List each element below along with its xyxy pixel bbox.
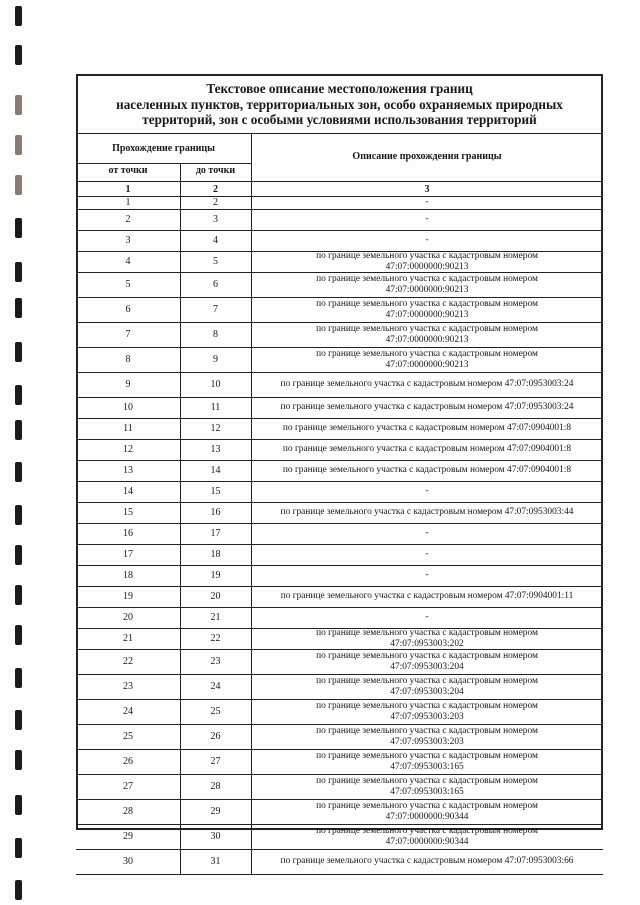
- description-cell: [251, 674, 603, 699]
- from-point-cell: 8: [125, 353, 131, 365]
- binding-hole: [15, 668, 22, 688]
- from-point-cell: 5: [125, 278, 131, 290]
- to-point-cell: 24: [210, 680, 221, 692]
- description-line: по границе земельного участка с кадастровым номером 47:07:0904001:8: [282, 444, 572, 454]
- to-point-cell: 5: [213, 255, 218, 267]
- binding-hole: [15, 135, 22, 155]
- binding-hole: [15, 6, 22, 26]
- to-point-cell: 31: [210, 855, 221, 867]
- to-point-cell: 28: [210, 780, 221, 792]
- from-point-cell: 26: [123, 755, 133, 767]
- header-passage: Прохождение границы: [112, 143, 215, 154]
- to-point-cell: 26: [210, 730, 221, 742]
- binding-hole: [15, 342, 22, 362]
- description-cell: [251, 649, 603, 674]
- description-line: по границе земельного участка с кадастровым номером: [316, 700, 538, 711]
- description-line: -: [425, 570, 429, 580]
- description-line: по границе земельного участка с кадастровым номером: [316, 825, 538, 836]
- description-line: -: [425, 549, 429, 559]
- to-point-cell: 27: [210, 755, 221, 767]
- description-cell: [251, 439, 603, 460]
- binding-hole: [15, 625, 22, 645]
- description-line: по границе земельного участка с кадастровым номером: [316, 675, 538, 686]
- from-point-cell: 7: [125, 328, 131, 340]
- description-line: 47:07:0953003:204: [390, 686, 464, 697]
- to-point-cell: 20: [210, 590, 221, 602]
- binding-hole: [15, 462, 22, 482]
- to-point-cell: 2: [213, 196, 218, 208]
- from-point-cell: 15: [123, 506, 133, 518]
- header-to: до точки: [195, 165, 236, 176]
- description-cell: [251, 297, 603, 322]
- from-point-cell: 21: [123, 632, 133, 644]
- description-line: 47:07:0953003:203: [390, 711, 464, 722]
- from-point-cell: 3: [125, 234, 131, 246]
- binding-hole: [15, 420, 22, 440]
- to-point-cell: 3: [213, 213, 218, 225]
- description-cell: [251, 272, 603, 297]
- description-cell: [251, 544, 603, 565]
- from-point-cell: 4: [125, 255, 131, 267]
- to-point-cell: 16: [210, 506, 221, 518]
- title-line-2: населенных пунктов, территориальных зон, особо охраняемых природных: [116, 96, 563, 112]
- from-point-cell: 28: [123, 805, 133, 817]
- from-point-cell: 10: [123, 401, 133, 413]
- description-line: 47:07:0953003:203: [390, 736, 464, 747]
- to-point-cell: 15: [210, 485, 221, 497]
- description-line: 47:07:0953003:204: [390, 661, 464, 672]
- binding-hole: [15, 710, 22, 730]
- description-line: -: [425, 528, 429, 538]
- description-line: 47:07:0000000:90344: [385, 811, 469, 822]
- column-number-2: 2: [213, 184, 218, 195]
- header-divider: [76, 181, 603, 182]
- description-line: по границе земельного участка с кадастровым номером 47:07:0953003:66: [280, 856, 574, 866]
- from-point-cell: 11: [123, 422, 133, 434]
- description-cell: [251, 322, 603, 347]
- description-line: 47:07:0000000:90344: [385, 836, 469, 847]
- header-description: Описание прохождения границы: [352, 151, 502, 162]
- from-point-cell: 16: [123, 527, 133, 539]
- binding-hole: [15, 838, 22, 858]
- to-point-cell: 18: [210, 548, 221, 560]
- description-line: 47:07:0000000:90213: [385, 262, 469, 272]
- from-point-cell: 20: [123, 611, 133, 623]
- to-point-cell: 22: [210, 632, 221, 644]
- description-line: 47:07:0000000:90213: [385, 309, 469, 320]
- description-cell: [251, 565, 603, 586]
- binding-hole: [15, 262, 22, 282]
- description-cell: [251, 824, 603, 849]
- description-line: по границе земельного участка с кадастровым номером: [316, 273, 538, 284]
- header-divider: [76, 163, 251, 164]
- binding-hole: [15, 505, 22, 525]
- from-point-cell: 1: [125, 196, 131, 208]
- binding-hole: [15, 298, 22, 318]
- title-line-3: территорий, зон с особыми условиями использования территорий: [142, 112, 537, 127]
- to-point-cell: 29: [210, 805, 221, 817]
- from-point-cell: 25: [123, 730, 133, 742]
- description-cell: [251, 251, 603, 272]
- description-line: 47:07:0000000:90213: [385, 359, 469, 370]
- description-cell: [251, 523, 603, 544]
- binding-hole: [15, 585, 22, 605]
- description-cell: [251, 699, 603, 724]
- description-line: по границе земельного участка с кадастровым номером: [316, 323, 538, 334]
- from-point-cell: 13: [123, 464, 133, 476]
- from-point-cell: 18: [123, 569, 133, 581]
- to-point-cell: 21: [210, 611, 221, 623]
- description-cell: [251, 196, 603, 209]
- description-line: по границе земельного участка с кадастровым номером: [316, 628, 538, 638]
- from-point-cell: 6: [125, 303, 131, 315]
- binding-holes: [0, 0, 40, 905]
- header-from: от точки: [108, 165, 148, 176]
- description-line: по границе земельного участка с кадастровым номером: [316, 251, 538, 261]
- binding-hole: [15, 45, 22, 65]
- description-cell: [251, 209, 603, 230]
- description-cell: [251, 481, 603, 502]
- to-point-cell: 25: [210, 705, 221, 717]
- description-cell: [251, 372, 603, 397]
- from-point-cell: 9: [125, 378, 131, 390]
- description-cell: [251, 418, 603, 439]
- description-cell: [251, 774, 603, 799]
- description-line: -: [425, 486, 429, 496]
- description-cell: [251, 607, 603, 628]
- to-point-cell: 13: [210, 443, 221, 455]
- to-point-cell: 9: [213, 353, 218, 365]
- to-point-cell: 7: [213, 303, 218, 315]
- description-cell: [251, 849, 603, 874]
- binding-hole: [15, 880, 22, 900]
- description-cell: [251, 586, 603, 607]
- binding-hole: [15, 175, 22, 195]
- to-point-cell: 23: [210, 655, 221, 667]
- from-point-cell: 17: [123, 548, 133, 560]
- to-point-cell: 8: [213, 328, 218, 340]
- description-cell: [251, 347, 603, 372]
- description-line: по границе земельного участка с кадастровым номером: [316, 800, 538, 811]
- description-cell: [251, 724, 603, 749]
- to-point-cell: 4: [213, 234, 218, 246]
- to-point-cell: 17: [210, 527, 221, 539]
- description-line: 47:07:0953003:165: [390, 786, 464, 797]
- description-line: по границе земельного участка с кадастровым номером: [316, 725, 538, 736]
- from-point-cell: 30: [123, 855, 133, 867]
- to-point-cell: 10: [210, 378, 221, 390]
- to-point-cell: 19: [210, 569, 221, 581]
- column-number-1: 1: [125, 184, 131, 195]
- from-point-cell: 27: [123, 780, 133, 792]
- description-line: по границе земельного участка с кадастровым номером: [316, 775, 538, 786]
- from-point-cell: 12: [123, 443, 133, 455]
- from-point-cell: 19: [123, 590, 133, 602]
- to-point-cell: 6: [213, 278, 218, 290]
- description-line: по границе земельного участка с кадастровым номером 47:07:0904001:11: [280, 591, 574, 601]
- to-point-cell: 14: [210, 464, 221, 476]
- from-point-cell: 29: [123, 830, 133, 842]
- description-line: по границе земельного участка с кадастровым номером: [316, 298, 538, 309]
- description-line: 47:07:0953003:165: [390, 761, 464, 772]
- column-number-3: 3: [424, 184, 430, 195]
- from-point-cell: 22: [123, 655, 133, 667]
- description-line: -: [425, 612, 429, 622]
- description-line: по границе земельного участка с кадастровым номером: [316, 650, 538, 661]
- description-line: 47:07:0000000:90213: [385, 284, 469, 295]
- description-cell: [251, 460, 603, 481]
- to-point-cell: 30: [210, 830, 221, 842]
- description-line: по границе земельного участка с кадастровым номером 47:07:0904001:8: [282, 423, 572, 433]
- description-cell: [251, 749, 603, 774]
- binding-hole: [15, 218, 22, 238]
- description-line: -: [425, 214, 429, 224]
- description-cell: [251, 397, 603, 418]
- description-line: по границе земельного участка с кадастровым номером 47:07:0953003:24: [280, 402, 574, 412]
- from-point-cell: 24: [123, 705, 133, 717]
- from-point-cell: 14: [123, 485, 133, 497]
- to-point-cell: 11: [210, 401, 221, 413]
- description-cell: [251, 799, 603, 824]
- description-cell: [251, 230, 603, 251]
- row-divider: [76, 874, 603, 875]
- binding-hole: [15, 385, 22, 405]
- description-line: -: [425, 197, 429, 207]
- description-line: -: [425, 235, 429, 245]
- binding-hole: [15, 95, 22, 115]
- description-line: по границе земельного участка с кадастровым номером: [316, 348, 538, 359]
- binding-hole: [15, 750, 22, 770]
- from-point-cell: 2: [125, 213, 131, 225]
- binding-hole: [15, 545, 22, 565]
- document-title: [76, 74, 603, 134]
- description-line: 47:07:0953003:202: [390, 639, 464, 649]
- description-line: по границе земельного участка с кадастровым номером 47:07:0953003:44: [280, 507, 574, 517]
- binding-hole: [15, 795, 22, 815]
- description-cell: [251, 502, 603, 523]
- description-line: по границе земельного участка с кадастровым номером 47:07:0953003:24: [280, 379, 574, 389]
- from-point-cell: 23: [123, 680, 133, 692]
- description-line: по границе земельного участка с кадастровым номером: [316, 750, 538, 761]
- to-point-cell: 12: [210, 422, 221, 434]
- description-line: 47:07:0000000:90213: [385, 334, 469, 345]
- description-cell: [251, 628, 603, 649]
- title-line-1: Текстовое описание местоположения границ: [206, 81, 473, 96]
- description-line: по границе земельного участка с кадастровым номером 47:07:0904001:8: [282, 465, 572, 475]
